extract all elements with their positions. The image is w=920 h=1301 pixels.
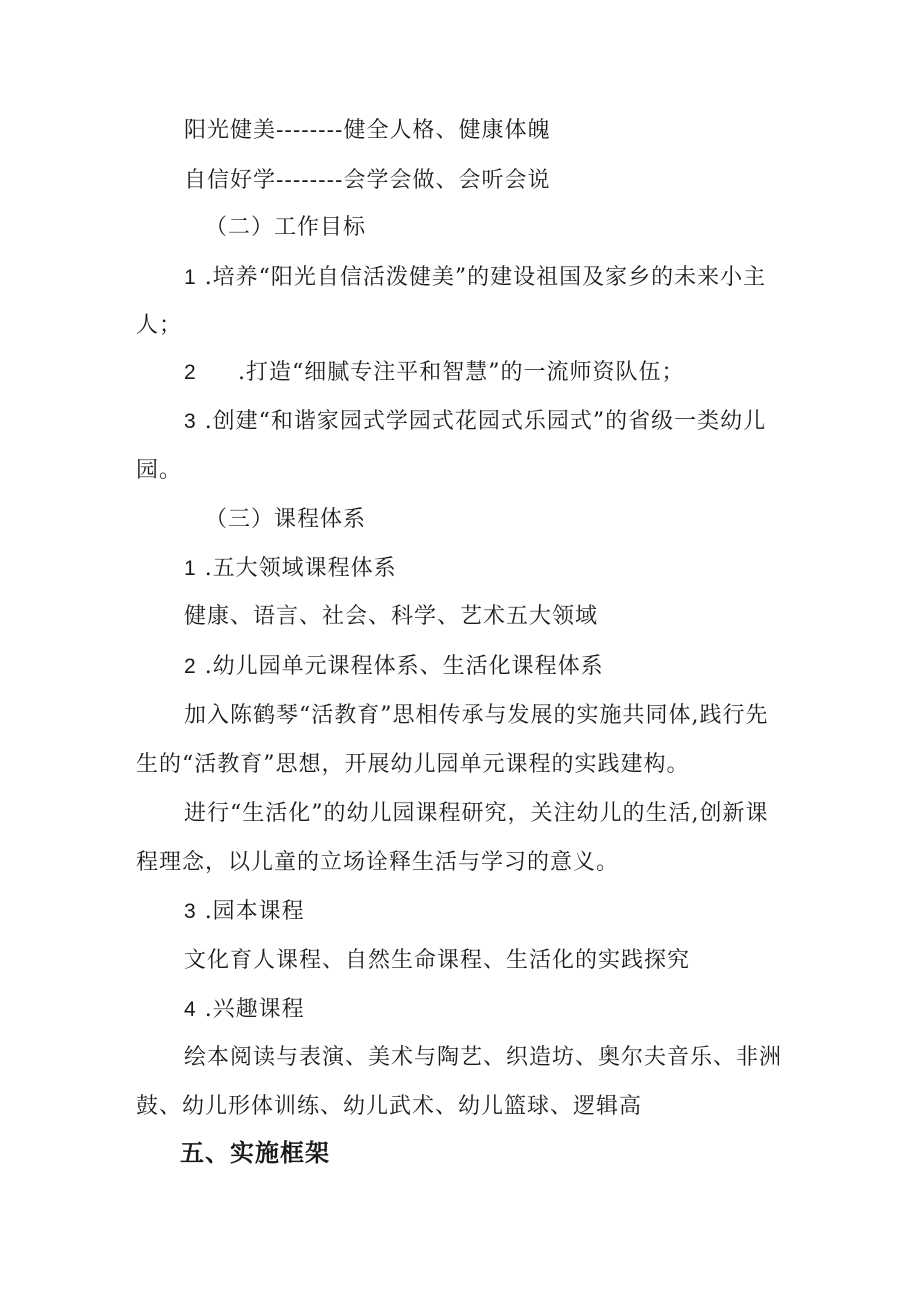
course-1-number: 1 [184, 557, 197, 580]
section-2-heading: （二）工作目标 [205, 215, 367, 240]
course-4-number: 4 [184, 998, 197, 1021]
goal-3-line-2: 园。 [136, 458, 183, 483]
goal-1-number: 1 [184, 266, 197, 289]
goal-1-text: .培养“阳光自信活泼健美”的建设祖国及家乡的未来小主 [204, 265, 767, 290]
goal-3-text: .创建“和谐家园式学园式花园式乐园式”的省级一类幼儿 [204, 409, 767, 434]
goal-3-number: 3 [184, 410, 197, 433]
goal-1-line-1 [184, 263, 766, 293]
goal-2-num: 2 [184, 361, 197, 384]
motto-line-2: 自信好学--------会学会做、会听会说 [184, 168, 551, 193]
course-2-title: .幼儿园单元课程体系、生活化课程体系 [204, 654, 604, 679]
course-2-number: 2 [184, 655, 197, 678]
course-3-number: 3 [184, 900, 197, 923]
course-1-text: 健康、语言、社会、科学、艺术五大领域 [184, 604, 599, 629]
goal-2-text: .打造“细腻专注平和智慧”的一流师资队伍； [238, 360, 685, 385]
course-2-para-1-line-1: 加入陈鹤琴“活教育”思相传承与发展的实施共同体,践行先 [184, 703, 769, 728]
course-4-line-1: 绘本阅读与表演、美术与陶艺、织造坊、奥尔夫音乐、非洲 [184, 1045, 783, 1070]
course-2-para-2-line-2: 程理念，以儿童的立场诠释生活与学习的意义。 [136, 850, 620, 875]
course-1-title: .五大领域课程体系 [204, 556, 397, 581]
goal-1-line-2: 人； [136, 313, 183, 338]
course-3-text: 文化育人课程、自然生命课程、生活化的实践探究 [184, 948, 691, 973]
course-1-heading [184, 554, 397, 584]
section-5-heading: 五、实施框架 [180, 1139, 330, 1167]
course-4-heading [184, 995, 305, 1025]
section-3-heading: （三）课程体系 [205, 507, 367, 532]
motto-line-1: 阳光健美--------健全人格、健康体魄 [184, 118, 551, 143]
course-2-para-2-line-1: 进行“生活化”的幼儿园课程研究，关注幼儿的生活,创新课 [184, 801, 769, 826]
course-4-title: .兴趣课程 [204, 997, 305, 1022]
course-3-heading [184, 897, 305, 927]
goal-3-line-1 [184, 407, 766, 437]
course-2-para-1-line-2: 生的“活教育”思想，开展幼儿园单元课程的实践建构。 [136, 752, 690, 777]
course-3-title: .园本课程 [204, 899, 305, 924]
course-4-line-2: 鼓、幼儿形体训练、幼儿武术、幼儿篮球、逻辑高 [136, 1094, 643, 1119]
goal-2-number [184, 358, 197, 388]
course-2-heading [184, 652, 604, 682]
